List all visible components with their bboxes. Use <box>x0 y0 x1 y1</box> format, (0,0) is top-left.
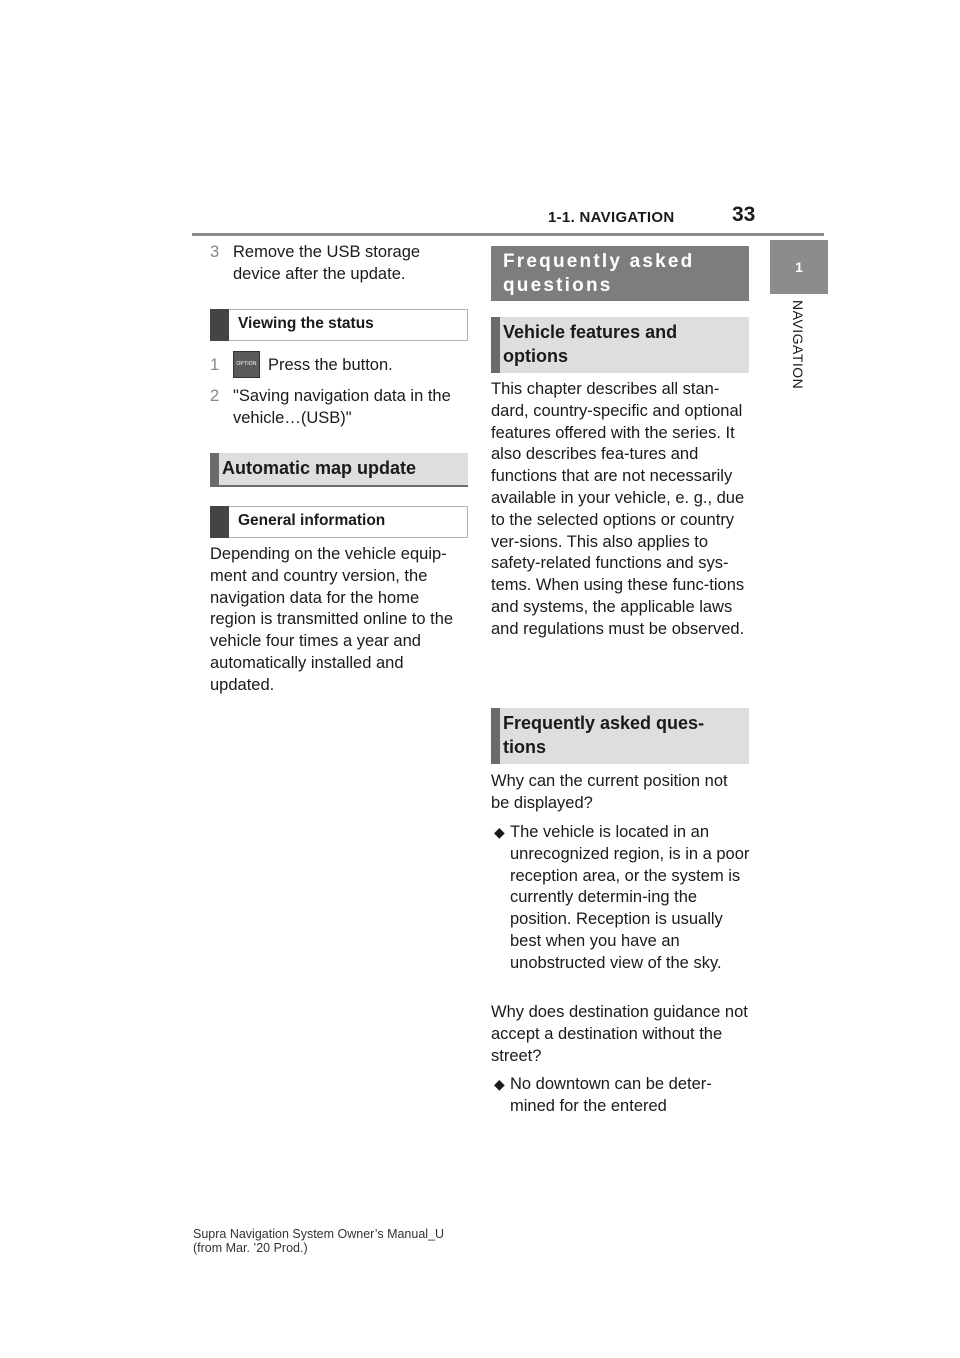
chapter-number: 1 <box>795 259 803 275</box>
step-text: Press the button. <box>268 356 393 374</box>
page-number: 33 <box>732 203 756 226</box>
section-title: 1-1. NAVIGATION <box>548 209 675 226</box>
heading-viewing-status <box>210 309 468 341</box>
chapter-tab <box>770 240 828 294</box>
answer-2 <box>491 1074 749 1118</box>
option-button-icon: OPTION <box>233 351 260 378</box>
heading-bar <box>210 309 229 341</box>
step-1 <box>210 355 468 379</box>
heading-automatic-map-update <box>210 453 468 487</box>
step-text: Remove the USB storage device after the update. <box>233 243 421 283</box>
heading-general-information <box>210 506 468 538</box>
heading-bar <box>210 506 229 538</box>
step-number: 3 <box>210 243 220 261</box>
step-2 <box>210 386 468 430</box>
header-divider <box>192 233 824 236</box>
step-text: "Saving navigation data in the vehicle…(USB)" <box>233 387 451 427</box>
question-1-wrap <box>491 771 749 815</box>
heading-label: Vehicle features and options <box>503 322 678 366</box>
heading-label: Viewing the status <box>238 315 374 332</box>
question-2-wrap <box>491 1002 749 1067</box>
diamond-bullet-icon: ◆ <box>494 824 505 840</box>
diamond-bullet-icon: ◆ <box>494 1076 505 1092</box>
heading-label: Frequently asked ques-tions <box>503 713 705 757</box>
answer-1-text: The vehicle is located in an unrecognized region, is in a poor reception area, or the system is currently determin-ing the position. Reception is usually best when you have an unobstructed view of the sky. <box>510 823 750 972</box>
footer-line-2: (from Mar. ’20 Prod.) <box>193 1241 308 1255</box>
heading-label: Frequently asked questions <box>503 251 695 296</box>
heading-faq <box>491 708 749 764</box>
heading-bar <box>491 708 500 764</box>
answer-1 <box>491 822 749 998</box>
heading-label: General information <box>238 512 386 529</box>
step-3 <box>210 242 468 286</box>
step-number: 2 <box>210 387 220 405</box>
heading-bar <box>210 453 219 485</box>
heading-label: Automatic map update <box>222 458 417 478</box>
heading-bar <box>491 317 500 373</box>
general-information-text: Depending on the vehicle equip-ment and country version, the navigation data for the home region is transmitted online to the vehicle four times a year and automatically installed and updated. <box>210 545 454 694</box>
chapter-label: NAVIGATION <box>790 300 806 390</box>
footer <box>193 1227 444 1255</box>
chapter-label-wrap <box>778 300 818 420</box>
footer-line-1: Supra Navigation System Owner’s Manual_U <box>193 1227 445 1241</box>
vehicle-features-text: This chapter describes all stan-dard, country-specific and optional features offered with the series. It also describes fea-tures and functions that are not necessarily available in your vehicle, e. g., due to the selected options or country ver-sions. This also applies to safety-related functions and sys-tems. When using these func-tions and systems, the applicable laws and regulations must be observed. <box>491 380 745 638</box>
question-2: Why does destination guidance not accept a destination without the street? <box>491 1003 748 1065</box>
general-information-text-wrap <box>210 544 468 697</box>
step-number: 1 <box>210 356 220 374</box>
heading-vehicle-features <box>491 317 749 373</box>
vehicle-features-text-wrap <box>491 379 749 641</box>
answer-2-text: No downtown can be deter-mined for the entered <box>510 1075 712 1115</box>
heading-frequently-asked-questions <box>491 246 749 301</box>
question-1: Why can the current position not be displayed? <box>491 772 728 812</box>
